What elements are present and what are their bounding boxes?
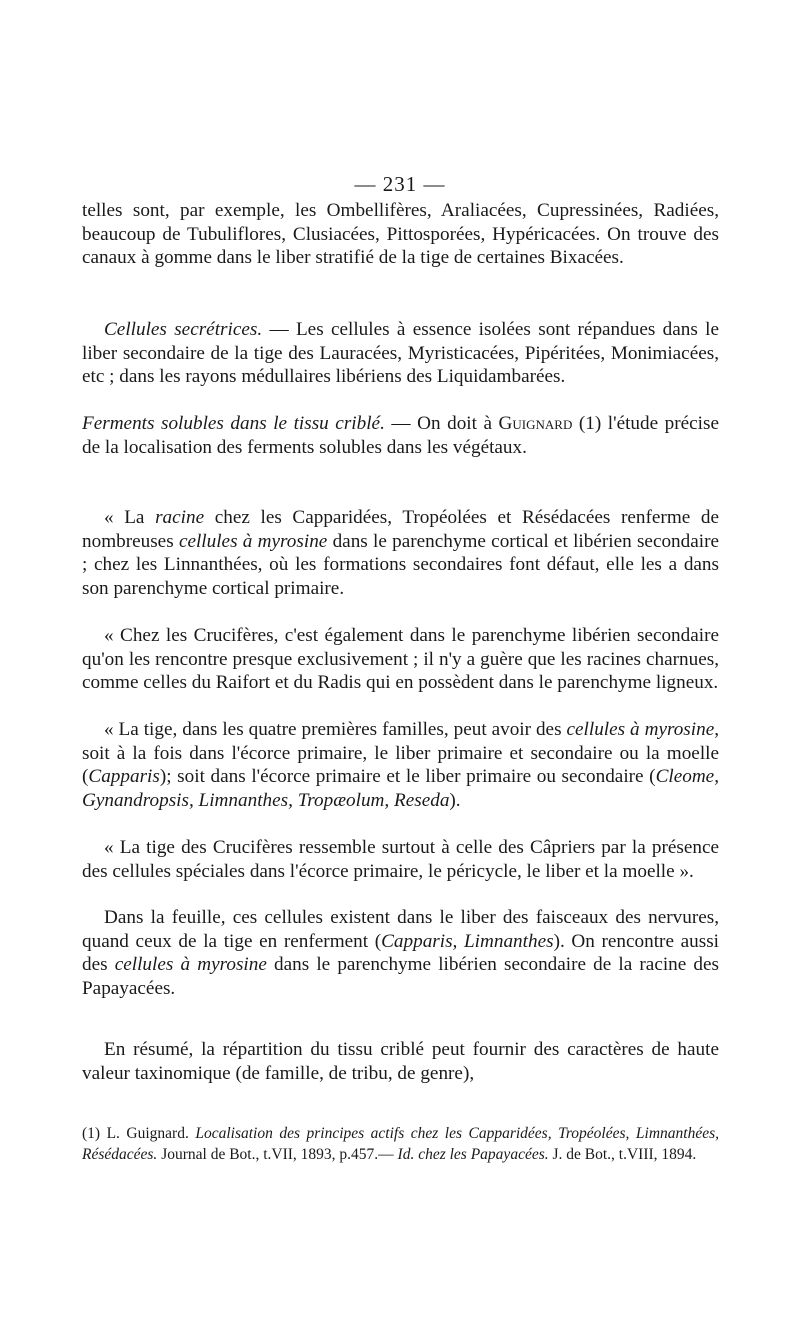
section-heading: Ferments solubles dans le tissu criblé. [82,413,385,434]
paragraph-1: telles sont, par exemple, les Ombellifères, Araliacées, Cupressinées, Radiées, beaucoup de Tubuliflores, Clusiacées, Pittosporées, Hypéricacées. On trouve des canaux à gomme dans le liber stratifié de la tige de certaines Bixacées. [82,200,719,268]
paragraph-resume: En résumé, la répartition du tissu criblé peut fournir des caractères de haute valeur taxinomique (de famille, de tribu, de genre), [82,1039,719,1084]
author-name: Guignard [498,413,573,434]
paragraph-feuille: Dans la feuille, ces cellules existent dans le liber des faisceaux des nervures, quand ceux de la tige en renferment (Capparis, Limnanthes). On rencontre aussi des cellules à myrosine dans le parenchyme libérien secondaire de la racine des Papayacées. [82,907,720,999]
paragraph-cruciferes: « Chez les Crucifères, c'est également dans le parenchyme libérien secondaire qu'on les rencontre presque exclusivement ; il n'y a guère que les racines charnues, comme celles du Raifort et du Radis qui en possèdent dans le parenchyme ligneux. [82,625,719,693]
paragraph-cellules-secretrices [82,318,719,389]
paragraph-racine: « La racine chez les Capparidées, Tropéolées et Résédacées renferme de nombreuses cellules à myrosine dans le parenchyme cortical et libérien secondaire ; chez les Linnanthées, où les formations secondaires font défaut, elle les a dans son parenchyme cortical primaire. [82,507,719,599]
paragraph-tige-cruciferes: « La tige des Crucifères ressemble surtout à celle des Câpriers par la présence des cellules spéciales dans l'écorce primaire, le péricycle, le liber et la moelle ». [82,837,719,882]
paragraph-text: — Les cellules à essence isolées sont répandues dans le liber secondaire de la tige des Lauracées, Myristicacées, Pipéritées, Monimiacées, etc ; dans les rayons médullaires libériens des Liquidambarées. [82,319,719,387]
paragraph-ferments-solubles: Ferments solubles dans le tissu criblé. — On doit à Guignard (1) l'étude précise de la localisation des ferments solubles dans les végétaux. [82,413,719,458]
footnote: (1) L. Guignard. Localisation des principes actifs chez les Capparidées, Tropéolées, Limnanthées, Résédacées. Journal de Bot., t.VII, 1893, p.457.— Id. chez les Papayacées. J. de Bot., t.VIII, 1894. [82,1125,719,1163]
section-heading: Cellules secrétrices. [104,319,263,340]
paragraph-tige: « La tige, dans les quatre premières familles, peut avoir des cellules à myrosine, soit à la fois dans l'écorce primaire, le liber primaire et secondaire ou la moelle (Capparis); soit dans l'écorce primaire et le liber primaire ou secondaire (Cleome, Gynandropsis, Limnanthes, Tropæolum, Reseda). [82,719,720,811]
page-number: — 231 — [354,172,446,196]
